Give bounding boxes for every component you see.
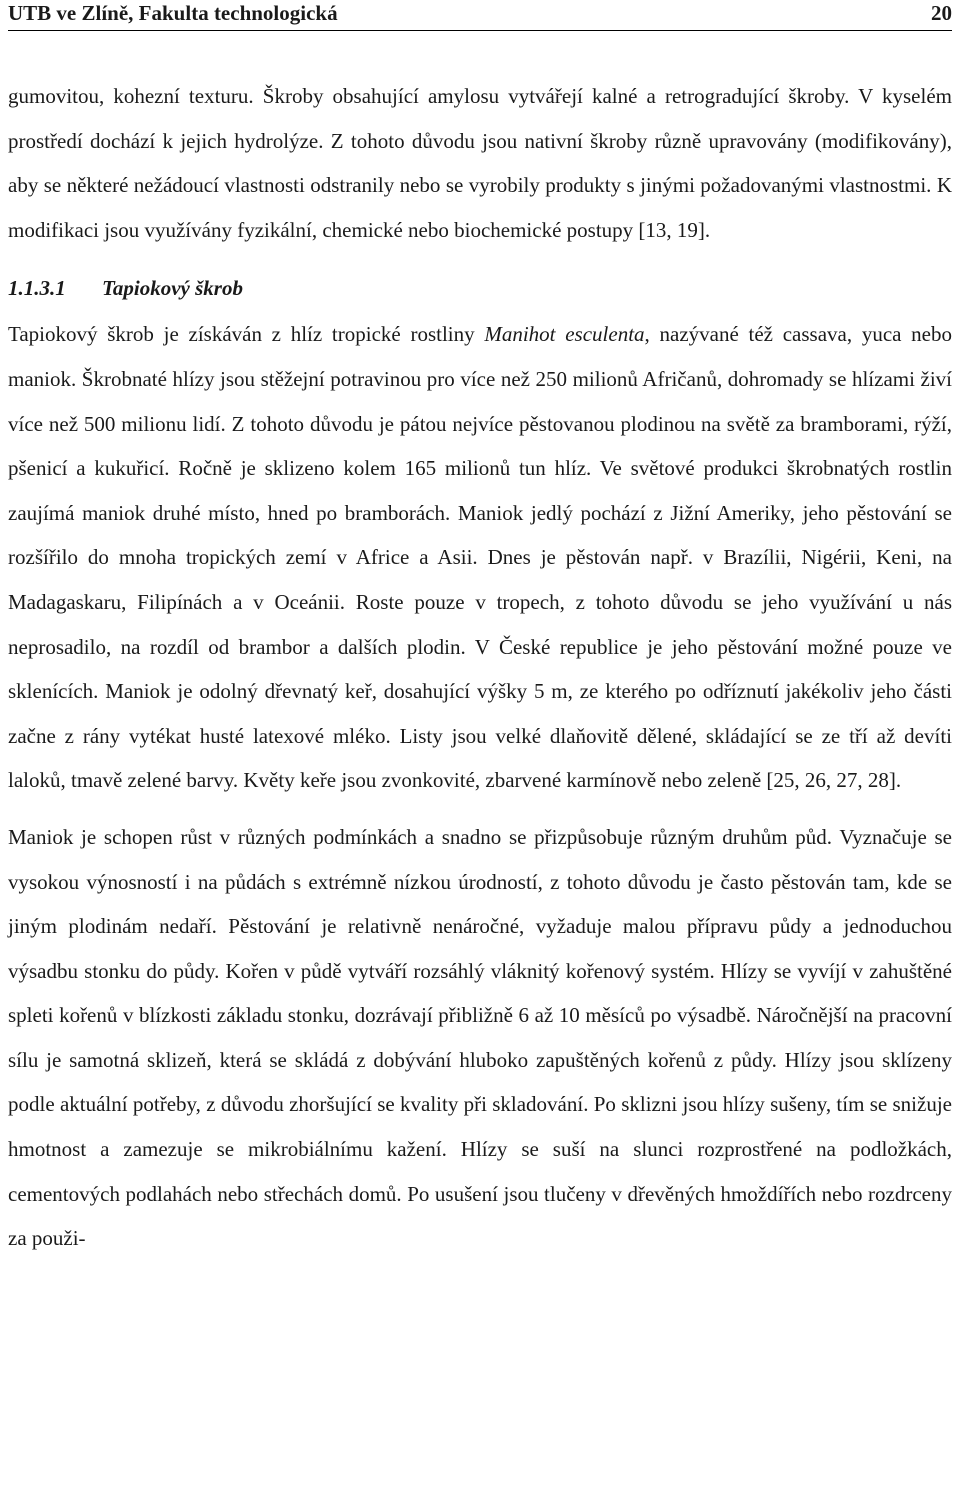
page-header [8, 0, 952, 31]
page-content [8, 74, 952, 1261]
paragraph-tapioca-start: Tapiokový škrob je získáván z hlíz tropické rostliny [8, 322, 485, 347]
section-number: 1.1.3.1 [8, 276, 66, 301]
paragraph-cultivation: Maniok je schopen růst v různých podmínkách a snadno se přizpůsobuje různým druhům půd. Vyznačuje se vysokou výnosností i na půdách s extrémně nízkou úrodností, z tohoto důvodu je často pěstován tam, kde se jiným plodinám nedaří. Pěstování je relativně nenáročné, vyžaduje malou přípravu půdy a jednoduchou výsadbu stonku do půdy. Kořen v půdě vytváří rozsáhlý vláknitý kořenový systém. Hlízy se vyvíjí v zahuštěné spleti kořenů v blízkosti základu stonku, dozrávají přibližně 6 až 10 měsíců po výsadbě. Náročnější na pracovní sílu je samotná sklizeň, která se skládá z dobývání hluboko zapuštěných kořenů z půdy. Hlízy jsou sklízeny podle aktuální potřeby, z důvodu zhoršující se kvality při skladování. Po sklizni jsou hlízy sušeny, tím se snižuje hmotnost a zamezuje se mikrobiálnímu kažení. Hlízy se suší na slunci rozprostřené na podložkách, cementových podlahách nebo střechách domů. Po usušení jsou tlučeny v dřevěných hmoždířích nebo rozdrceny za použi- [8, 824, 952, 1251]
paragraph-tapioca-rest: , nazývané též cassava, yuca nebo maniok. Škrobnaté hlízy jsou stěžejní potravinou pro více než 250 milionů Afričanů, dohromady se hlízami živí více než 500 milionu lidí. Z tohoto důvodu je pátou nejvíce pěstovanou plodinou na světě za bramborami, rýží, pšenicí a kukuřicí. Ročně je sklizeno kolem 165 milionů tun hlíz. Ve světové produkci škrobnatých rostlin zaujímá maniok druhé místo, hned po bramborách. Maniok jedlý pochází z Jižní Ameriky, jeho pěstování se rozšířilo do mnoha tropických zemí v Africe a Asii. Dnes je pěstován např. v Brazílii, Nigérii, Keni, na Madagaskaru, Filipínách a v Oceánii. Roste pouze v tropech, z tohoto důvodu se jeho využívání u nás neprosadilo, na rozdíl od brambor a dalších plodin. V České republice je jeho pěstování možné pouze ve sklenících. Maniok je odolný dřevnatý keř, dosahující výšky 5 m, ze kterého po odříznutí jakékoliv jeho části začne z rány vytékat husté latexové mléko. Listy jsou velké dlaňovitě dělené, skládající se ze tří až devíti laloků, tmavě zelené barvy. Květy keře jsou zvonkovité, zbarvené karmínově nebo zeleně [25, 26, 27, 28]. [8, 322, 952, 793]
species-name: Manihot esculenta [484, 322, 645, 347]
header-page-number: 20 [931, 1, 952, 25]
section-heading [8, 266, 952, 310]
paragraph-tapioca [8, 312, 952, 803]
paragraph-intro: gumovitou, kohezní texturu. Škroby obsahující amylosu vytvářejí kalné a retrogradující škroby. V kyselém prostředí dochází k jejich hydrolýze. Z tohoto důvodu jsou nativní škroby různě upravovány (modifikovány), aby se některé nežádoucí vlastnosti odstranily nebo se vyrobily produkty s jinými požadovanými vlastnostmi. K modifikaci jsou využívány fyzikální, chemické nebo biochemické postupy [13, 19]. [8, 84, 952, 242]
section-title: Tapiokový škrob [102, 276, 243, 301]
header-institution: UTB ve Zlíně, Fakulta technologická [8, 1, 338, 25]
